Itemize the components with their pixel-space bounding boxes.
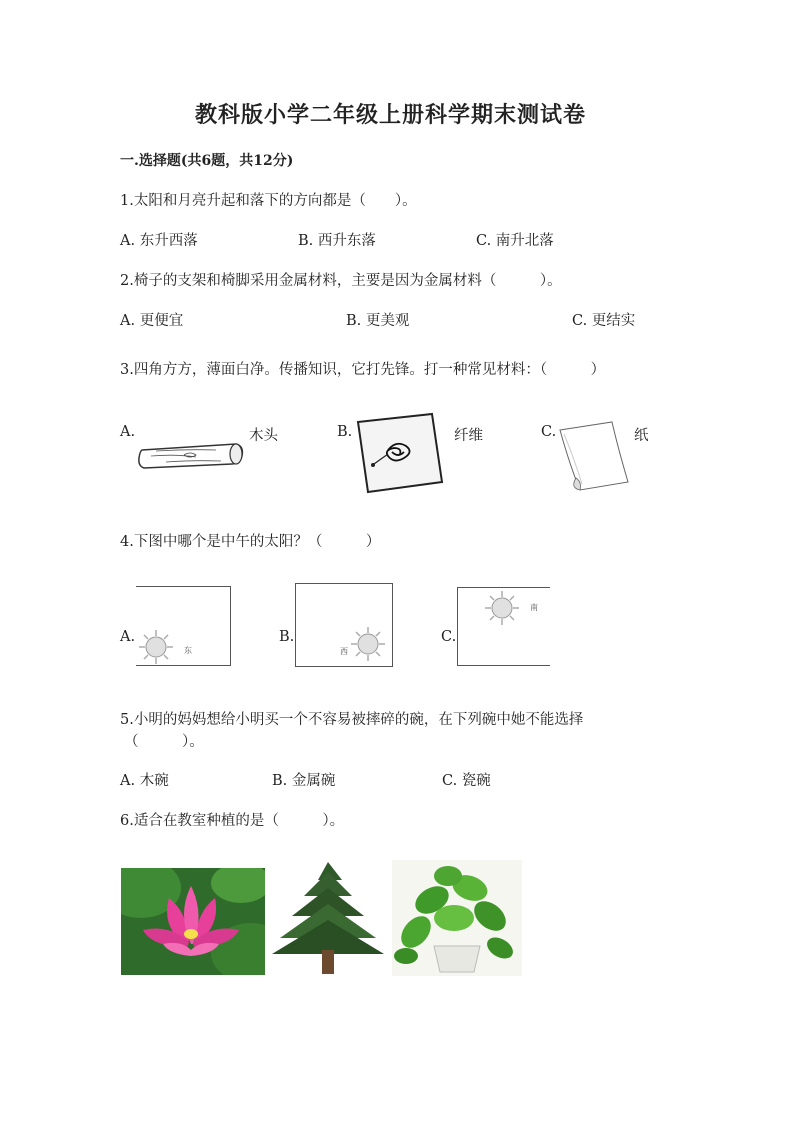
q3-label-a: 木头 — [249, 428, 278, 444]
q4-option-a[interactable]: A. — [120, 629, 136, 645]
paper-image — [556, 418, 632, 492]
lotus-image[interactable] — [121, 868, 265, 975]
direction-label-b: 西 — [340, 647, 348, 656]
q4-option-b[interactable]: B. — [279, 629, 295, 645]
direction-label-c: 南 — [530, 603, 538, 612]
question-5-blank: （ ）。 — [124, 734, 204, 750]
section-heading: 一.选择题(共6题，共12分) — [120, 153, 294, 169]
q3-label-c: 纸 — [634, 428, 649, 444]
q5-option-a[interactable]: A. 木碗 — [120, 773, 169, 789]
q2-option-a[interactable]: A. 更便宜 — [120, 313, 184, 329]
q1-option-c[interactable]: C. 南升北落 — [476, 233, 554, 249]
q3-option-a[interactable]: A. — [120, 424, 136, 440]
q2-option-b[interactable]: B. 更美观 — [346, 313, 410, 329]
sun-diagram-c — [457, 587, 550, 666]
q2-option-c[interactable]: C. 更结实 — [572, 313, 636, 329]
direction-label-a: 东 — [184, 646, 192, 655]
sun-icon — [484, 590, 520, 626]
fiber-image — [354, 412, 446, 496]
pine-tree-image[interactable] — [268, 858, 388, 976]
sun-diagram-b — [295, 583, 393, 667]
q5-option-b[interactable]: B. 金属碗 — [272, 773, 336, 789]
q1-option-a[interactable]: A. 东升西落 — [120, 233, 198, 249]
q3-label-b: 纤维 — [454, 428, 483, 444]
q3-option-b[interactable]: B. — [337, 424, 353, 440]
q1-option-b[interactable]: B. 西升东落 — [298, 233, 376, 249]
log-image — [136, 438, 248, 474]
question-4: 4.下图中哪个是中午的太阳？（ ） — [120, 534, 381, 550]
question-2: 2.椅子的支架和椅脚采用金属材料，主要是因为金属材料（ ）。 — [120, 273, 562, 289]
pothos-plant-image[interactable] — [392, 860, 522, 976]
q4-option-c[interactable]: C. — [441, 629, 457, 645]
sun-icon — [350, 626, 386, 662]
question-5: 5.小明的妈妈想给小明买一个不容易被摔碎的碗，在下列碗中她不能选择 — [120, 712, 584, 728]
q3-option-c[interactable]: C. — [541, 424, 557, 440]
sun-diagram-a — [136, 586, 231, 666]
q5-option-c[interactable]: C. 瓷碗 — [442, 773, 491, 789]
page-title: 教科版小学二年级上册科学期末测试卷 — [195, 102, 587, 128]
question-3: 3.四角方方，薄面白净。传播知识，它打先锋。打一种常见材料：（ ） — [120, 362, 606, 378]
sun-icon — [138, 629, 174, 665]
question-1: 1.太阳和月亮升起和落下的方向都是（ ）。 — [120, 193, 417, 209]
question-6: 6.适合在教室种植的是（ ）。 — [120, 813, 345, 829]
